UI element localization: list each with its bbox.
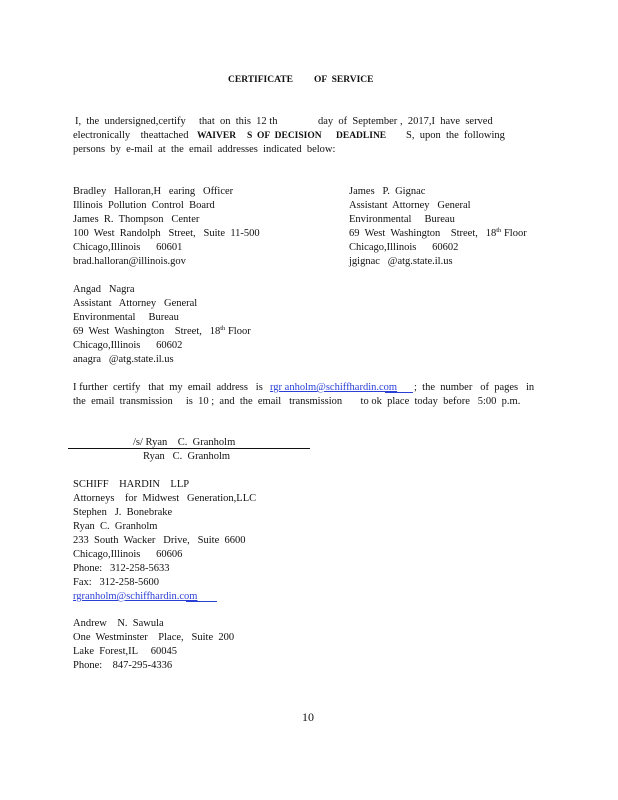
nagra-line: Assistant Attorney General [73, 298, 198, 309]
title-of-service: OF SERVICE [314, 75, 374, 85]
nagra-email[interactable]: anagra @atg.state.il.us [73, 354, 174, 365]
halloran-email[interactable]: brad.halloran@illinois.gov [73, 256, 186, 267]
intro-line2-a: electronically theattached [73, 130, 189, 141]
nagra-line: Chicago,Illinois 60602 [73, 340, 183, 351]
gignac-line: James P. Gignac [349, 186, 426, 197]
certify-email-link[interactable]: rgr anholm@schiffhardin.com [270, 382, 398, 393]
halloran-line: James R. Thompson Center [73, 214, 200, 225]
intro-line1-d: , 2017,I have served [400, 116, 493, 127]
gignac-street-sup: th [496, 227, 502, 234]
gignac-street [349, 227, 527, 240]
halloran-line: Bradley Halloran,H earing Officer [73, 186, 234, 197]
halloran-line: 100 West Randolph Street, Suite 11-500 [73, 228, 260, 239]
signature-line [68, 448, 310, 449]
intro-line3: persons by e-mail at the email addresses indicated below: [73, 144, 336, 155]
sawula-line: One Westminster Place, Suite 200 [73, 632, 235, 643]
certify-line2: the email transmission is 10 ; and the email transmission to ok place today before 5:00 p.m. [73, 396, 521, 407]
intro-line1-c: day of September [318, 116, 398, 127]
gignac-street-floor: Floor [501, 228, 527, 239]
gignac-line: Environmental Bureau [349, 214, 455, 225]
gignac-line: Assistant Attorney General [349, 200, 471, 211]
firm-fax: Fax: 312-258-5600 [73, 577, 160, 588]
signature-name: Ryan C. Granholm [143, 451, 231, 462]
halloran-line: Chicago,Illinois 60601 [73, 242, 183, 253]
nagra-street-sup: th [220, 325, 226, 332]
firm-line: Ryan C. Granholm [73, 521, 158, 532]
certify-line1-a: I further certify that my email address is [73, 382, 263, 393]
halloran-line: Illinois Pollution Control Board [73, 200, 215, 211]
nagra-street-floor: Floor [225, 326, 251, 337]
certify-link-underline [385, 392, 413, 393]
nagra-street [73, 325, 251, 338]
certify-line1-b: ; the number of pages in [414, 382, 535, 393]
nagra-line: Environmental Bureau [73, 312, 179, 323]
intro-line1-a: I, the undersigned,certify [75, 116, 186, 127]
sawula-line: Lake Forest,IL 60045 [73, 646, 178, 657]
title-certificate: CERTIFICATE [228, 75, 293, 85]
gignac-street-main: 69 West Washington Street, 18 [349, 228, 497, 239]
gignac-line: Chicago,Illinois 60602 [349, 242, 459, 253]
nagra-line: Angad Nagra [73, 284, 135, 295]
signature-s: /s/ Ryan C. Granholm [133, 437, 236, 448]
sawula-phone: Phone: 847-295-4336 [73, 660, 173, 671]
sawula-line: Andrew N. Sawula [73, 618, 164, 629]
nagra-street-main: 69 West Washington Street, 18 [73, 326, 221, 337]
firm-line: Attorneys for Midwest Generation,LLC [73, 493, 257, 504]
firm-email-link[interactable]: rgranholm@schiffhardin.com [73, 591, 198, 602]
firm-line: Stephen J. Bonebrake [73, 507, 173, 518]
intro-line1-b: that on this 12 th [199, 116, 278, 127]
firm-line: Chicago,Illinois 60606 [73, 549, 183, 560]
gignac-email[interactable]: jgignac @atg.state.il.us [349, 256, 453, 267]
firm-line: SCHIFF HARDIN LLP [73, 479, 190, 490]
firm-link-underline [186, 601, 217, 602]
firm-phone: Phone: 312-258-5633 [73, 563, 170, 574]
intro-waiver: WAIVER [197, 131, 237, 141]
intro-deadline: DEADLINE [336, 131, 387, 141]
intro-line2-e: S, upon the following [406, 130, 505, 141]
page-number: 10 [302, 710, 314, 724]
intro-of-decision: S OF DECISION [247, 131, 322, 141]
firm-line: 233 South Wacker Drive, Suite 6600 [73, 535, 246, 546]
